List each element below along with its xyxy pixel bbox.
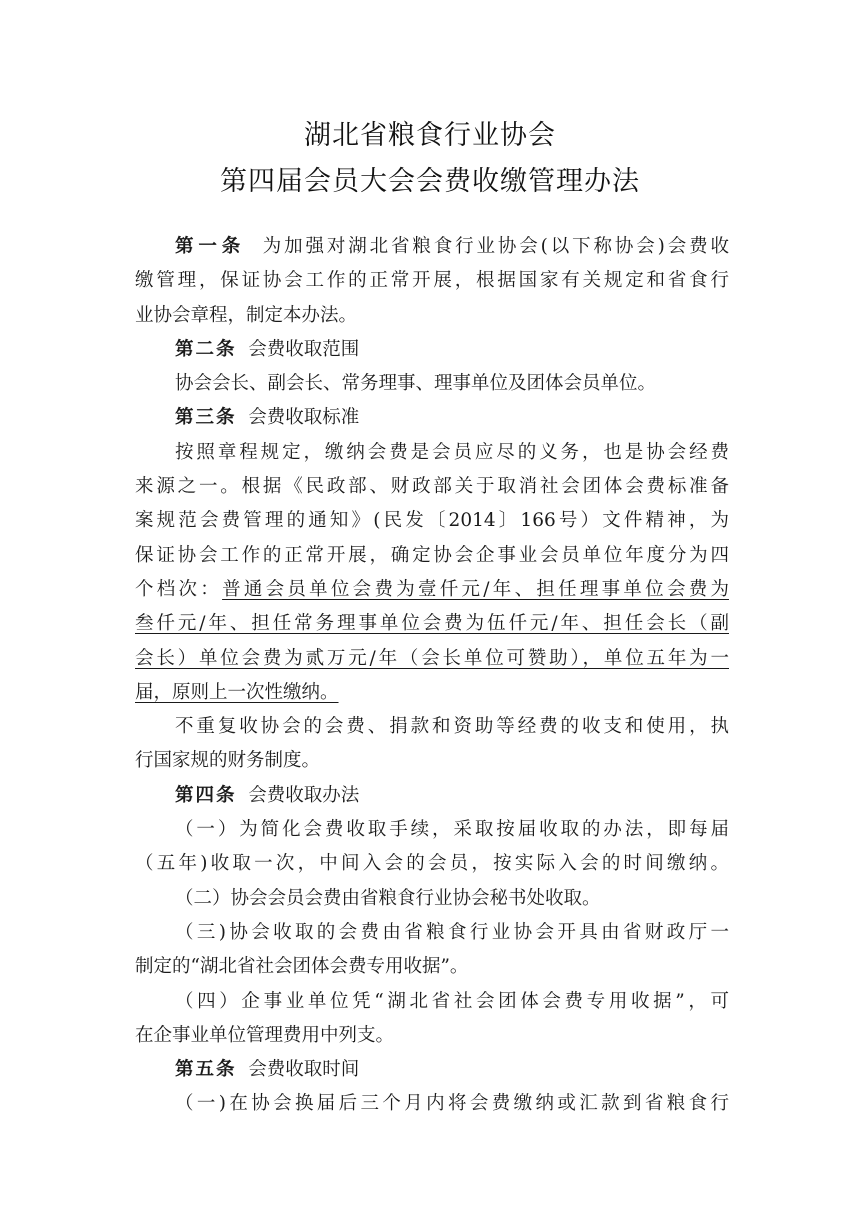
- article-3-line-4: 保证协会工作的正常开展，确定协会企事业会员单位年度分为四: [135, 544, 729, 566]
- article-2-line-1: 协会会长、副会长、常务理事、理事单位及团体会员单位。: [175, 373, 657, 395]
- article-3-fee-standard-underlined: 叁仟元/年、担任常务理事单位会费为伍仟元/年、担任会长（副: [135, 613, 729, 635]
- article-4-line-7: 在企事业单位管理费用中列支。: [135, 1024, 395, 1046]
- article-3-line-3: 案规范会费管理的通知》(民发〔2014〕166号）文件精神，为: [135, 510, 729, 532]
- document-title-line2: 第四届会员大会会费收缴管理办法: [220, 166, 640, 197]
- article-4-line-6: （四）企事业单位凭“湖北省社会团体会费专用收据”，可: [175, 990, 729, 1012]
- article-1-line-2: 缴管理，保证协会工作的正常开展，根据国家有关规定和省食行: [135, 270, 729, 292]
- article-3-title: 会费收取标准: [248, 407, 360, 429]
- article-3-line-9: 不重复收协会的会费、捐款和资助等经费的收支和使用，执: [175, 716, 729, 738]
- article-5-label: 第五条: [175, 1059, 237, 1081]
- article-5-title: 会费收取时间: [248, 1059, 360, 1081]
- article-3-line-8: [135, 676, 729, 710]
- article-1-line-1: [135, 230, 729, 264]
- article-1-label: 第一条: [175, 236, 246, 257]
- article-2-title: 会费收取范围: [248, 338, 360, 360]
- article-1-line-3: 业协会章程，制定本办法。: [135, 304, 358, 326]
- article-5-heading: [135, 1053, 729, 1087]
- article-4-title: 会费收取办法: [248, 784, 360, 806]
- article-1-text: 为加强对湖北省粮食行业协会(以下称协会)会费收: [262, 236, 730, 257]
- article-3-line-7: [135, 642, 729, 676]
- document-body: [135, 230, 729, 1122]
- article-2-label: 第二条: [175, 338, 237, 360]
- article-3-line-6: [135, 607, 729, 641]
- article-3-fee-standard-underlined: 会长）单位会费为贰万元/年（会长单位可赞助），单位五年为一: [135, 647, 729, 669]
- article-4-line-5: 制定的“湖北省社会团体会费专用收据”。: [135, 956, 469, 978]
- article-3-heading: [135, 401, 729, 435]
- article-4-line-3: （二）协会会员会费由省粮食行业协会秘书处收取。: [175, 887, 601, 909]
- article-3-line-10: 行国家规的财务制度。: [135, 750, 321, 772]
- article-3-fee-standard-underlined: 届，原则上一次性缴纳。: [135, 681, 339, 703]
- article-3-line-5: [135, 573, 729, 607]
- document-title-line1: 湖北省粮食行业协会: [304, 120, 556, 151]
- article-3-line-1: 按照章程规定，缴纳会费是会员应尽的义务，也是协会经费: [175, 441, 729, 463]
- article-4-label: 第四条: [175, 784, 237, 806]
- article-4-line-2: （五年)收取一次，中间入会的会员，按实际入会的时间缴纳。: [135, 853, 729, 875]
- article-4-heading: [135, 779, 729, 813]
- article-2-heading: [135, 333, 729, 367]
- article-3-label: 第三条: [175, 407, 237, 429]
- article-3-line-2: 来源之一。根据《民政部、财政部关于取消社会团体会费标准备: [135, 476, 729, 498]
- article-3-line-5-plain: 个档次：: [135, 578, 223, 600]
- article-5-line-1: （一)在协会换届后三个月内将会费缴纳或汇款到省粮食行: [175, 1093, 729, 1115]
- article-3-fee-standard-underlined: 普通会员单位会费为壹仟元/年、担任理事单位会费为: [222, 578, 729, 600]
- article-4-line-4: （三)协会收取的会费由省粮食行业协会开具由省财政厅一: [175, 921, 729, 943]
- article-4-line-1: （一）为简化会费收取手续，采取按届收取的办法，即每届: [175, 819, 729, 841]
